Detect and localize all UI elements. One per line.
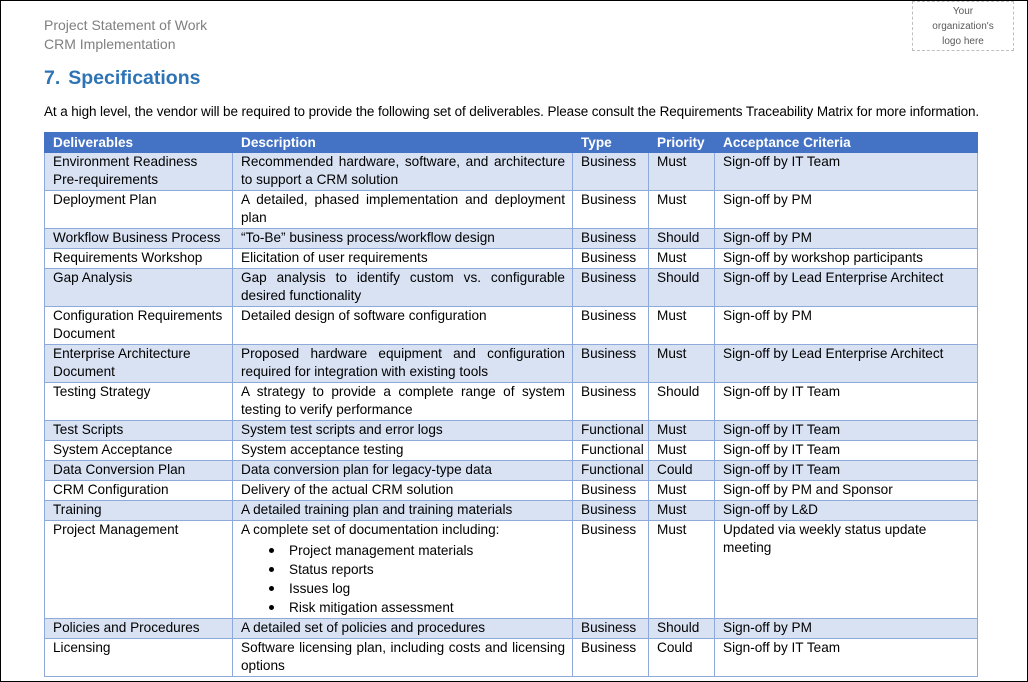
cell-type: Business: [573, 481, 649, 501]
table-row: [45, 521, 978, 619]
header-document-type: Project Statement of Work: [44, 17, 208, 33]
cell-criteria: Sign-off by Lead Enterprise Architect: [715, 345, 978, 383]
table-row: [45, 249, 978, 269]
description-text: Elicitation of user requirements: [241, 250, 428, 265]
cell-deliverable: Licensing: [45, 639, 233, 677]
cell-deliverable: Test Scripts: [45, 421, 233, 441]
description-text: Delivery of the actual CRM solution: [241, 482, 454, 497]
cell-description: [233, 501, 573, 521]
cell-criteria: Updated via weekly status update meeting: [715, 521, 978, 619]
description-text: Data conversion plan for legacy-type data: [241, 462, 492, 477]
cell-criteria: Sign-off by IT Team: [715, 153, 978, 191]
cell-description: [233, 249, 573, 269]
description-text: System acceptance testing: [241, 442, 404, 457]
cell-priority: Should: [649, 269, 715, 307]
table-header-row: [45, 133, 978, 153]
table-row: [45, 153, 978, 191]
cell-description: [233, 639, 573, 677]
cell-type: Business: [573, 229, 649, 249]
cell-type: Business: [573, 619, 649, 639]
table-row: [45, 501, 978, 521]
cell-description: [233, 191, 573, 229]
cell-criteria: Sign-off by Lead Enterprise Architect: [715, 269, 978, 307]
cell-deliverable: CRM Configuration: [45, 481, 233, 501]
cell-priority: Should: [649, 229, 715, 249]
cell-priority: Must: [649, 249, 715, 269]
table-row: [45, 307, 978, 345]
description-text: Proposed hardware equipment and configuration required for integration with existing tools: [241, 346, 565, 379]
bullet-item: Project management materials: [289, 541, 565, 560]
cell-description: [233, 421, 573, 441]
bullet-item: Status reports: [289, 560, 565, 579]
logo-text-line: logo here: [942, 36, 984, 47]
cell-priority: Should: [649, 619, 715, 639]
cell-type: Business: [573, 191, 649, 229]
column-header-priority: Priority: [649, 133, 715, 153]
cell-description: [233, 461, 573, 481]
description-text: A detailed training plan and training materials: [241, 502, 513, 517]
cell-criteria: Sign-off by workshop participants: [715, 249, 978, 269]
logo-placeholder: [912, 1, 1014, 51]
cell-description: [233, 269, 573, 307]
description-text: System test scripts and error logs: [241, 422, 443, 437]
column-header-deliverables: Deliverables: [45, 133, 233, 153]
cell-deliverable: Enterprise Architecture Document: [45, 345, 233, 383]
cell-criteria: Sign-off by PM: [715, 619, 978, 639]
cell-deliverable: System Acceptance: [45, 441, 233, 461]
page-header: [44, 16, 207, 54]
cell-priority: Must: [649, 153, 715, 191]
cell-priority: Must: [649, 421, 715, 441]
cell-description: [233, 481, 573, 501]
cell-deliverable: Gap Analysis: [45, 269, 233, 307]
cell-priority: Must: [649, 345, 715, 383]
deliverables-table: [44, 132, 978, 677]
description-text: A complete set of documentation including:: [241, 522, 500, 537]
cell-description: [233, 153, 573, 191]
table-row: [45, 461, 978, 481]
column-header-acceptance-criteria: Acceptance Criteria: [715, 133, 978, 153]
description-text: A detailed set of policies and procedures: [241, 620, 486, 635]
column-header-type: Type: [573, 133, 649, 153]
description-text: Recommended hardware, software, and architecture to support a CRM solution: [241, 154, 565, 187]
cell-deliverable: Environment Readiness Pre-requirements: [45, 153, 233, 191]
cell-type: Business: [573, 501, 649, 521]
logo-text-line: Your: [952, 6, 974, 17]
cell-deliverable: Configuration Requirements Document: [45, 307, 233, 345]
table-row: [45, 345, 978, 383]
section-number: 7.: [44, 67, 61, 89]
cell-type: Business: [573, 249, 649, 269]
cell-type: Business: [573, 269, 649, 307]
cell-description: [233, 619, 573, 639]
cell-description: [233, 345, 573, 383]
cell-deliverable: Testing Strategy: [45, 383, 233, 421]
intro-paragraph: At a high level, the vendor will be required to provide the following set of deliverables. Please consult the Requirements Traceability Matrix for more information.: [44, 104, 980, 119]
cell-criteria: Sign-off by IT Team: [715, 461, 978, 481]
cell-priority: Must: [649, 521, 715, 619]
table-row: [45, 229, 978, 249]
cell-type: Business: [573, 639, 649, 677]
cell-description: [233, 229, 573, 249]
cell-type: Business: [573, 383, 649, 421]
bullet-item: Risk mitigation assessment: [289, 598, 565, 617]
bullet-item: Issues log: [289, 579, 565, 598]
table-row: [45, 383, 978, 421]
description-text: “To-Be” business process/workflow design: [241, 230, 495, 245]
cell-type: Business: [573, 345, 649, 383]
cell-priority: Must: [649, 481, 715, 501]
cell-deliverable: Training: [45, 501, 233, 521]
cell-priority: Must: [649, 191, 715, 229]
cell-criteria: Sign-off by PM and Sponsor: [715, 481, 978, 501]
cell-type: Business: [573, 521, 649, 619]
cell-priority: Must: [649, 501, 715, 521]
logo-text-line: organization's: [932, 21, 994, 32]
table-row: [45, 441, 978, 461]
cell-priority: Could: [649, 461, 715, 481]
cell-description: [233, 383, 573, 421]
cell-type: Functional: [573, 461, 649, 481]
cell-deliverable: Deployment Plan: [45, 191, 233, 229]
section-heading: [44, 65, 200, 91]
cell-criteria: Sign-off by IT Team: [715, 441, 978, 461]
cell-deliverable: Policies and Procedures: [45, 619, 233, 639]
header-project-name: CRM Implementation: [44, 36, 176, 52]
section-title: Specifications: [68, 67, 201, 89]
table-row: [45, 639, 978, 677]
description-text: Gap analysis to identify custom vs. configurable desired functionality: [241, 270, 565, 303]
cell-type: Functional: [573, 421, 649, 441]
cell-description: [233, 521, 573, 619]
cell-priority: Must: [649, 441, 715, 461]
cell-description: [233, 307, 573, 345]
table-row: [45, 619, 978, 639]
table-row: [45, 421, 978, 441]
table-row: [45, 191, 978, 229]
description-text: A detailed, phased implementation and deployment plan: [241, 192, 565, 225]
cell-priority: Could: [649, 639, 715, 677]
cell-deliverable: Workflow Business Process: [45, 229, 233, 249]
description-text: A strategy to provide a complete range of system testing to verify performance: [241, 384, 565, 417]
cell-criteria: Sign-off by IT Team: [715, 639, 978, 677]
cell-criteria: Sign-off by L&D: [715, 501, 978, 521]
cell-priority: Must: [649, 307, 715, 345]
cell-deliverable: Project Management: [45, 521, 233, 619]
bullet-list: [241, 541, 565, 617]
cell-criteria: Sign-off by PM: [715, 191, 978, 229]
cell-criteria: Sign-off by IT Team: [715, 383, 978, 421]
description-text: Software licensing plan, including costs and licensing options: [241, 640, 565, 673]
cell-type: Functional: [573, 441, 649, 461]
cell-criteria: Sign-off by PM: [715, 307, 978, 345]
cell-deliverable: Data Conversion Plan: [45, 461, 233, 481]
cell-description: [233, 441, 573, 461]
cell-criteria: Sign-off by PM: [715, 229, 978, 249]
cell-type: Business: [573, 307, 649, 345]
cell-type: Business: [573, 153, 649, 191]
cell-priority: Should: [649, 383, 715, 421]
cell-deliverable: Requirements Workshop: [45, 249, 233, 269]
table-row: [45, 481, 978, 501]
cell-criteria: Sign-off by IT Team: [715, 421, 978, 441]
column-header-description: Description: [233, 133, 573, 153]
table-row: [45, 269, 978, 307]
description-text: Detailed design of software configuration: [241, 308, 487, 323]
